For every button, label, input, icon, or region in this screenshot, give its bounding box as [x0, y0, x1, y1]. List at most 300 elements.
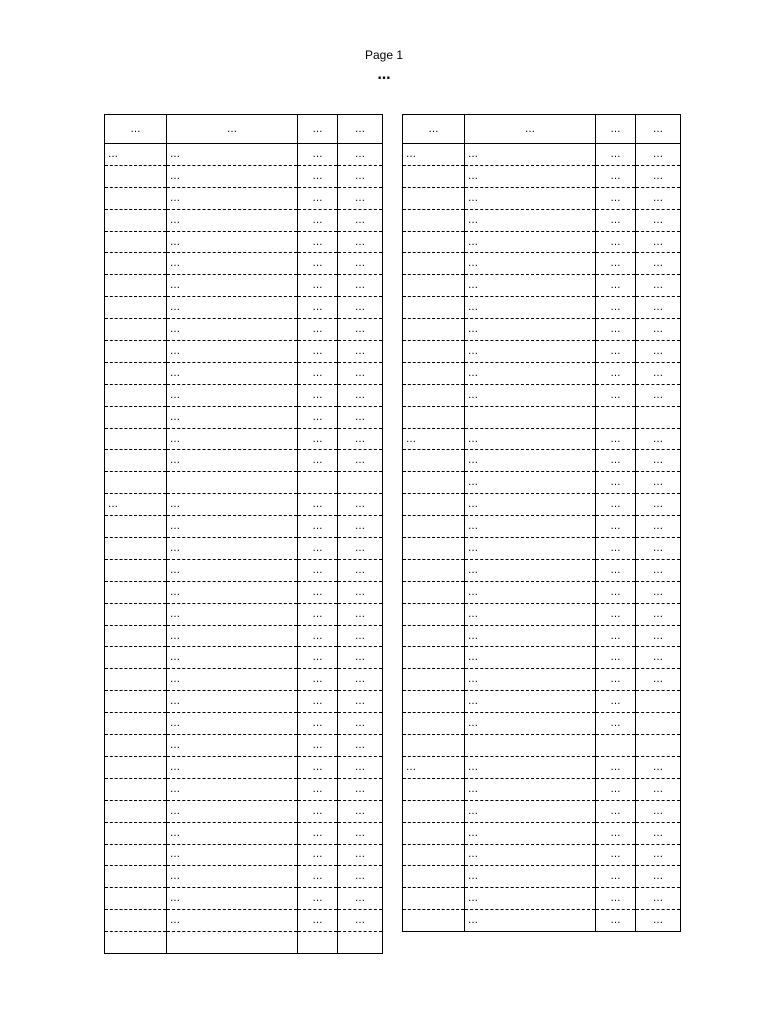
- table-row: [403, 756, 681, 778]
- cell-duration: …: [636, 669, 681, 691]
- cell-duration: …: [338, 756, 383, 778]
- cell-from: …: [105, 494, 167, 516]
- cell-duration: …: [338, 735, 383, 757]
- cell-to: [465, 406, 596, 428]
- cell-duration: [338, 472, 383, 494]
- cell-from: [403, 209, 465, 231]
- cell-distance: …: [298, 187, 338, 209]
- table-row: [403, 275, 681, 297]
- cell-duration: …: [338, 231, 383, 253]
- cell-distance: …: [596, 165, 636, 187]
- cell-distance: …: [596, 187, 636, 209]
- cell-from: [403, 844, 465, 866]
- cell-from: [403, 910, 465, 932]
- table-row: [105, 275, 383, 297]
- table-row: [403, 910, 681, 932]
- cell-duration: …: [636, 187, 681, 209]
- cell-duration: …: [338, 647, 383, 669]
- cell-to: …: [167, 384, 298, 406]
- cell-to: …: [465, 428, 596, 450]
- cell-to: …: [167, 362, 298, 384]
- cell-from: [105, 319, 167, 341]
- cell-from: [403, 669, 465, 691]
- cell-duration: …: [636, 253, 681, 275]
- cell-duration: …: [338, 297, 383, 319]
- cell-to: …: [465, 756, 596, 778]
- cell-from: [403, 538, 465, 560]
- cell-distance: [596, 406, 636, 428]
- cell-duration: …: [338, 800, 383, 822]
- cell-to: …: [465, 603, 596, 625]
- cell-distance: …: [596, 910, 636, 932]
- cell-to: …: [465, 165, 596, 187]
- cell-to: …: [465, 625, 596, 647]
- table-row: [105, 756, 383, 778]
- cell-to: …: [465, 669, 596, 691]
- table-row: [105, 165, 383, 187]
- cell-from: [403, 384, 465, 406]
- cell-to: …: [167, 319, 298, 341]
- cell-duration: …: [338, 362, 383, 384]
- table-row: [105, 341, 383, 363]
- cell-distance: …: [298, 603, 338, 625]
- table-row: [403, 691, 681, 713]
- cell-to: …: [465, 384, 596, 406]
- cell-distance: …: [596, 625, 636, 647]
- cell-to: …: [167, 735, 298, 757]
- cell-duration: …: [338, 406, 383, 428]
- cell-to: …: [167, 713, 298, 735]
- table-row: [105, 472, 383, 494]
- cell-distance: …: [596, 275, 636, 297]
- cell-to: [167, 472, 298, 494]
- cell-to: …: [167, 231, 298, 253]
- cell-to: …: [465, 691, 596, 713]
- cell-to: …: [465, 231, 596, 253]
- cell-duration: …: [636, 275, 681, 297]
- cell-to: …: [167, 647, 298, 669]
- cell-to: …: [167, 209, 298, 231]
- cell-distance: …: [298, 231, 338, 253]
- cell-distance: …: [596, 144, 636, 166]
- table-row: [403, 603, 681, 625]
- cell-duration: …: [636, 428, 681, 450]
- table-row: [105, 625, 383, 647]
- cell-to: …: [465, 472, 596, 494]
- table-row: [105, 319, 383, 341]
- cell-distance: …: [596, 713, 636, 735]
- cell-to: …: [167, 406, 298, 428]
- cell-distance: …: [298, 362, 338, 384]
- table-row: [403, 472, 681, 494]
- cell-to: …: [465, 209, 596, 231]
- cell-distance: …: [298, 450, 338, 472]
- cell-to: …: [465, 822, 596, 844]
- table-row: [105, 910, 383, 932]
- cell-from: [105, 932, 167, 954]
- table-row: [403, 406, 681, 428]
- table-row: [105, 713, 383, 735]
- table-row: [403, 559, 681, 581]
- table-row: [105, 428, 383, 450]
- cell-from: [105, 691, 167, 713]
- cell-duration: …: [338, 669, 383, 691]
- cell-to: …: [167, 800, 298, 822]
- table-row: [403, 581, 681, 603]
- table-row: [105, 932, 383, 954]
- cell-to: …: [465, 778, 596, 800]
- cell-to: …: [465, 297, 596, 319]
- cell-duration: …: [338, 253, 383, 275]
- cell-duration: …: [636, 844, 681, 866]
- table-row: [105, 603, 383, 625]
- cell-duration: …: [338, 209, 383, 231]
- table-row: [403, 231, 681, 253]
- cell-duration: …: [636, 778, 681, 800]
- cell-distance: …: [596, 341, 636, 363]
- table-row: [403, 253, 681, 275]
- cell-from: [403, 253, 465, 275]
- cell-to: [465, 735, 596, 757]
- cell-duration: …: [338, 319, 383, 341]
- cell-to: …: [465, 647, 596, 669]
- cell-distance: …: [596, 581, 636, 603]
- cell-to: [167, 932, 298, 954]
- cell-from: [403, 735, 465, 757]
- cell-from: [403, 362, 465, 384]
- table-row: [105, 735, 383, 757]
- cell-to: …: [465, 559, 596, 581]
- table-row: [403, 319, 681, 341]
- schedule-table-right: [402, 114, 681, 932]
- cell-duration: …: [636, 341, 681, 363]
- cell-duration: …: [338, 866, 383, 888]
- cell-from: [105, 713, 167, 735]
- cell-from: [105, 275, 167, 297]
- cell-duration: …: [338, 165, 383, 187]
- cell-distance: …: [298, 778, 338, 800]
- cell-to: …: [465, 844, 596, 866]
- table-row: [105, 406, 383, 428]
- cell-duration: …: [338, 888, 383, 910]
- cell-distance: …: [298, 209, 338, 231]
- cell-duration: [636, 691, 681, 713]
- cell-distance: …: [596, 428, 636, 450]
- table-row: [403, 866, 681, 888]
- cell-to: …: [167, 428, 298, 450]
- cell-from: [403, 647, 465, 669]
- cell-from: [403, 822, 465, 844]
- header-distance: …: [298, 115, 338, 144]
- cell-distance: …: [298, 516, 338, 538]
- cell-from: [403, 275, 465, 297]
- cell-from: [403, 165, 465, 187]
- cell-distance: [298, 472, 338, 494]
- table-row: [403, 516, 681, 538]
- cell-from: [403, 341, 465, 363]
- cell-to: …: [167, 297, 298, 319]
- cell-duration: …: [636, 516, 681, 538]
- cell-to: …: [167, 187, 298, 209]
- header-to: …: [167, 115, 298, 144]
- table-row: [105, 187, 383, 209]
- cell-from: [105, 735, 167, 757]
- table-row: [403, 144, 681, 166]
- table-row: [403, 538, 681, 560]
- cell-from: [105, 428, 167, 450]
- cell-distance: …: [596, 319, 636, 341]
- cell-distance: …: [298, 165, 338, 187]
- cell-distance: …: [596, 231, 636, 253]
- cell-distance: …: [298, 559, 338, 581]
- table-row: [403, 800, 681, 822]
- cell-duration: …: [338, 428, 383, 450]
- cell-distance: …: [298, 494, 338, 516]
- header-duration: …: [636, 115, 681, 144]
- cell-duration: …: [338, 494, 383, 516]
- cell-distance: …: [596, 603, 636, 625]
- cell-distance: …: [298, 144, 338, 166]
- cell-duration: …: [636, 450, 681, 472]
- cell-distance: …: [298, 866, 338, 888]
- cell-from: [403, 559, 465, 581]
- cell-from: [403, 187, 465, 209]
- cell-duration: …: [338, 581, 383, 603]
- table-row: [403, 647, 681, 669]
- cell-distance: …: [596, 494, 636, 516]
- cell-from: [105, 603, 167, 625]
- cell-from: [105, 384, 167, 406]
- cell-distance: …: [298, 538, 338, 560]
- table-header-row: [105, 115, 383, 144]
- cell-from: [105, 297, 167, 319]
- cell-from: [105, 756, 167, 778]
- cell-from: [403, 778, 465, 800]
- cell-duration: …: [338, 187, 383, 209]
- cell-to: …: [167, 888, 298, 910]
- cell-to: …: [167, 581, 298, 603]
- cell-to: …: [167, 778, 298, 800]
- cell-duration: …: [636, 800, 681, 822]
- cell-distance: …: [298, 253, 338, 275]
- table-row: [105, 538, 383, 560]
- cell-from: [403, 319, 465, 341]
- table-row: [105, 669, 383, 691]
- header-from: …: [105, 115, 167, 144]
- cell-from: [105, 647, 167, 669]
- cell-from: [105, 844, 167, 866]
- cell-from: [403, 625, 465, 647]
- cell-from: [403, 406, 465, 428]
- table-row: [105, 800, 383, 822]
- cell-from: [403, 800, 465, 822]
- cell-to: …: [167, 516, 298, 538]
- cell-from: [105, 866, 167, 888]
- cell-duration: …: [338, 516, 383, 538]
- cell-distance: …: [298, 691, 338, 713]
- table-row: [105, 888, 383, 910]
- cell-from: [105, 559, 167, 581]
- cell-from: [403, 691, 465, 713]
- document-title: …: [377, 68, 391, 83]
- cell-duration: …: [636, 888, 681, 910]
- table-row: [105, 297, 383, 319]
- cell-duration: …: [636, 165, 681, 187]
- cell-distance: …: [596, 450, 636, 472]
- table-row: [403, 297, 681, 319]
- cell-from: [403, 231, 465, 253]
- cell-to: …: [465, 450, 596, 472]
- cell-from: [105, 910, 167, 932]
- cell-to: …: [167, 494, 298, 516]
- cell-duration: …: [636, 384, 681, 406]
- cell-distance: …: [298, 647, 338, 669]
- cell-distance: …: [596, 253, 636, 275]
- cell-from: [403, 297, 465, 319]
- table-row: [403, 494, 681, 516]
- table-row: [105, 362, 383, 384]
- cell-from: [403, 713, 465, 735]
- table-row: [403, 384, 681, 406]
- cell-distance: …: [298, 625, 338, 647]
- header-to: …: [465, 115, 596, 144]
- cell-to: …: [465, 888, 596, 910]
- cell-from: [403, 472, 465, 494]
- cell-duration: …: [636, 144, 681, 166]
- cell-duration: …: [636, 494, 681, 516]
- cell-distance: …: [298, 428, 338, 450]
- cell-distance: [298, 932, 338, 954]
- cell-from: [105, 888, 167, 910]
- cell-to: …: [465, 800, 596, 822]
- table-row: [105, 253, 383, 275]
- cell-to: …: [465, 275, 596, 297]
- page-number-label: Page 1: [364, 48, 404, 62]
- cell-distance: …: [298, 384, 338, 406]
- cell-distance: …: [298, 910, 338, 932]
- cell-to: …: [167, 910, 298, 932]
- cell-duration: …: [338, 691, 383, 713]
- cell-duration: …: [636, 209, 681, 231]
- cell-from: [403, 450, 465, 472]
- cell-to: …: [167, 559, 298, 581]
- table-row: [105, 647, 383, 669]
- table-row: [105, 581, 383, 603]
- cell-from: …: [403, 428, 465, 450]
- cell-duration: …: [636, 866, 681, 888]
- table-header-row: [403, 115, 681, 144]
- cell-from: [403, 494, 465, 516]
- cell-duration: …: [338, 844, 383, 866]
- cell-duration: …: [338, 450, 383, 472]
- cell-distance: …: [298, 735, 338, 757]
- header-duration: …: [338, 115, 383, 144]
- cell-from: [105, 406, 167, 428]
- cell-distance: …: [298, 275, 338, 297]
- table-row: [105, 450, 383, 472]
- cell-from: [105, 669, 167, 691]
- cell-duration: [636, 406, 681, 428]
- cell-distance: …: [596, 538, 636, 560]
- cell-duration: …: [636, 472, 681, 494]
- cell-distance: …: [596, 362, 636, 384]
- cell-from: [105, 165, 167, 187]
- cell-from: [105, 538, 167, 560]
- cell-duration: …: [338, 625, 383, 647]
- cell-duration: [636, 735, 681, 757]
- cell-to: …: [167, 866, 298, 888]
- cell-from: [105, 450, 167, 472]
- cell-distance: …: [298, 341, 338, 363]
- cell-to: …: [167, 538, 298, 560]
- cell-distance: …: [298, 713, 338, 735]
- cell-from: [105, 472, 167, 494]
- cell-duration: [338, 932, 383, 954]
- cell-to: …: [167, 450, 298, 472]
- table-row: [105, 822, 383, 844]
- cell-distance: …: [596, 844, 636, 866]
- cell-to: …: [465, 910, 596, 932]
- cell-distance: …: [596, 691, 636, 713]
- cell-duration: …: [636, 756, 681, 778]
- cell-from: [105, 800, 167, 822]
- table-row: [105, 384, 383, 406]
- cell-distance: …: [596, 866, 636, 888]
- cell-to: …: [167, 341, 298, 363]
- header-distance: …: [596, 115, 636, 144]
- cell-duration: …: [338, 538, 383, 560]
- cell-to: …: [167, 822, 298, 844]
- cell-distance: …: [596, 756, 636, 778]
- cell-from: …: [403, 756, 465, 778]
- cell-to: …: [167, 253, 298, 275]
- cell-from: [403, 603, 465, 625]
- table-row: [105, 691, 383, 713]
- table-row: [403, 778, 681, 800]
- cell-distance: …: [596, 822, 636, 844]
- table-row: [403, 450, 681, 472]
- table-row: [403, 428, 681, 450]
- cell-distance: …: [596, 800, 636, 822]
- cell-from: [105, 231, 167, 253]
- cell-from: [105, 341, 167, 363]
- schedule-table-left: [104, 114, 383, 954]
- cell-duration: …: [338, 603, 383, 625]
- cell-from: …: [105, 144, 167, 166]
- cell-distance: …: [298, 669, 338, 691]
- cell-from: [105, 581, 167, 603]
- cell-distance: …: [596, 647, 636, 669]
- cell-to: …: [167, 625, 298, 647]
- table-row: [105, 778, 383, 800]
- cell-duration: …: [338, 144, 383, 166]
- cell-from: [403, 888, 465, 910]
- cell-from: …: [403, 144, 465, 166]
- cell-distance: …: [596, 384, 636, 406]
- cell-distance: …: [298, 800, 338, 822]
- table-row: [105, 844, 383, 866]
- cell-duration: …: [636, 538, 681, 560]
- table-row: [403, 209, 681, 231]
- cell-distance: …: [596, 888, 636, 910]
- cell-duration: …: [338, 275, 383, 297]
- cell-duration: [636, 713, 681, 735]
- header-from: …: [403, 115, 465, 144]
- cell-distance: …: [298, 844, 338, 866]
- cell-duration: …: [636, 647, 681, 669]
- cell-distance: …: [596, 209, 636, 231]
- table-row: [403, 844, 681, 866]
